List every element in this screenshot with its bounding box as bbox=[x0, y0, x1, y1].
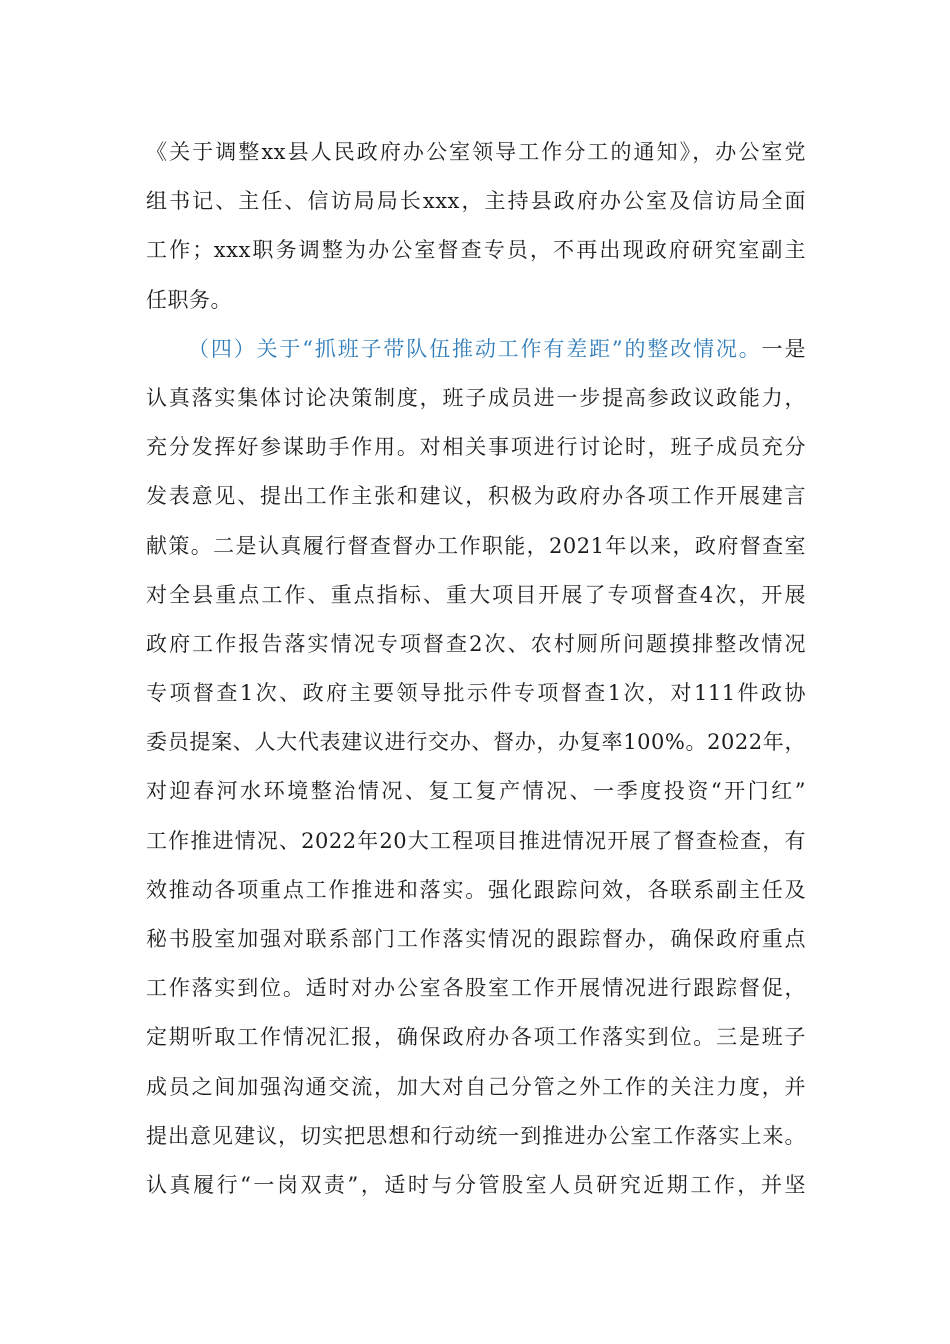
text-line: 成员之间加强沟通交流，加大对自己分管之外工作的关注力度，并 bbox=[146, 1074, 806, 1099]
text-line: 专项督查1次、政府主要领导批示件专项督查1次，对111件政协 bbox=[146, 681, 806, 706]
text-line: 认真履行“一岗双责”，适时与分管股室人员研究近期工作，并坚 bbox=[146, 1172, 806, 1197]
text-line: 《关于调整xx县人民政府办公室领导工作分工的通知》，办公室党 bbox=[146, 140, 806, 164]
text-line: 认真落实集体讨论决策制度，班子成员进一步提高参政议政能力， bbox=[146, 385, 806, 410]
text-line: 秘书股室加强对联系部门工作落实情况的跟踪督办，确保政府重点 bbox=[146, 927, 806, 951]
text-line: 工作；xxx职务调整为办公室督查专员，不再出现政府研究室副主 bbox=[146, 238, 806, 263]
document-body bbox=[146, 128, 806, 1210]
text-line: 组书记、主任、信访局局长xxx，主持县政府办公室及信访局全面 bbox=[146, 189, 806, 214]
section-heading-line bbox=[146, 325, 806, 374]
text-line: 献策。二是认真履行督查督办工作职能，2021年以来，政府督查室 bbox=[146, 533, 806, 558]
section-heading: （四）关于“抓班子带队伍推动工作有差距”的整改情况。 bbox=[188, 336, 762, 361]
text-line: 对迎春河水环境整治情况、复工复产情况、一季度投资“开门红” bbox=[146, 779, 806, 804]
text-line: 工作落实到位。适时对办公室各股室工作开展情况进行跟踪督促， bbox=[146, 976, 806, 1001]
text-line: 任职务。 bbox=[146, 287, 232, 312]
text-line: 对全县重点工作、重点指标、重大项目开展了专项督查4次，开展 bbox=[146, 582, 806, 607]
text-line: 工作推进情况、2022年20大工程项目推进情况开展了督查检查，有 bbox=[146, 828, 806, 853]
heading-line-rest: 一是 bbox=[761, 336, 806, 361]
text-line: 政府工作报告落实情况专项督查2次、农村厕所问题摸排整改情况 bbox=[146, 631, 806, 656]
text-line: 定期听取工作情况汇报，确保政府办各项工作落实到位。三是班子 bbox=[146, 1025, 806, 1050]
text-line: 效推动各项重点工作推进和落实。强化跟踪问效，各联系副主任及 bbox=[146, 877, 806, 902]
text-line: 委员提案、人大代表建议进行交办、督办，办复率100%。2022年， bbox=[146, 730, 806, 755]
text-line: 发表意见、提出工作主张和建议，积极为政府办各项工作开展建言 bbox=[146, 484, 806, 509]
text-line: 充分发挥好参谋助手作用。对相关事项进行讨论时，班子成员充分 bbox=[146, 435, 806, 460]
text-line: 提出意见建议，切实把思想和行动统一到推进办公室工作落实上来。 bbox=[146, 1123, 806, 1148]
